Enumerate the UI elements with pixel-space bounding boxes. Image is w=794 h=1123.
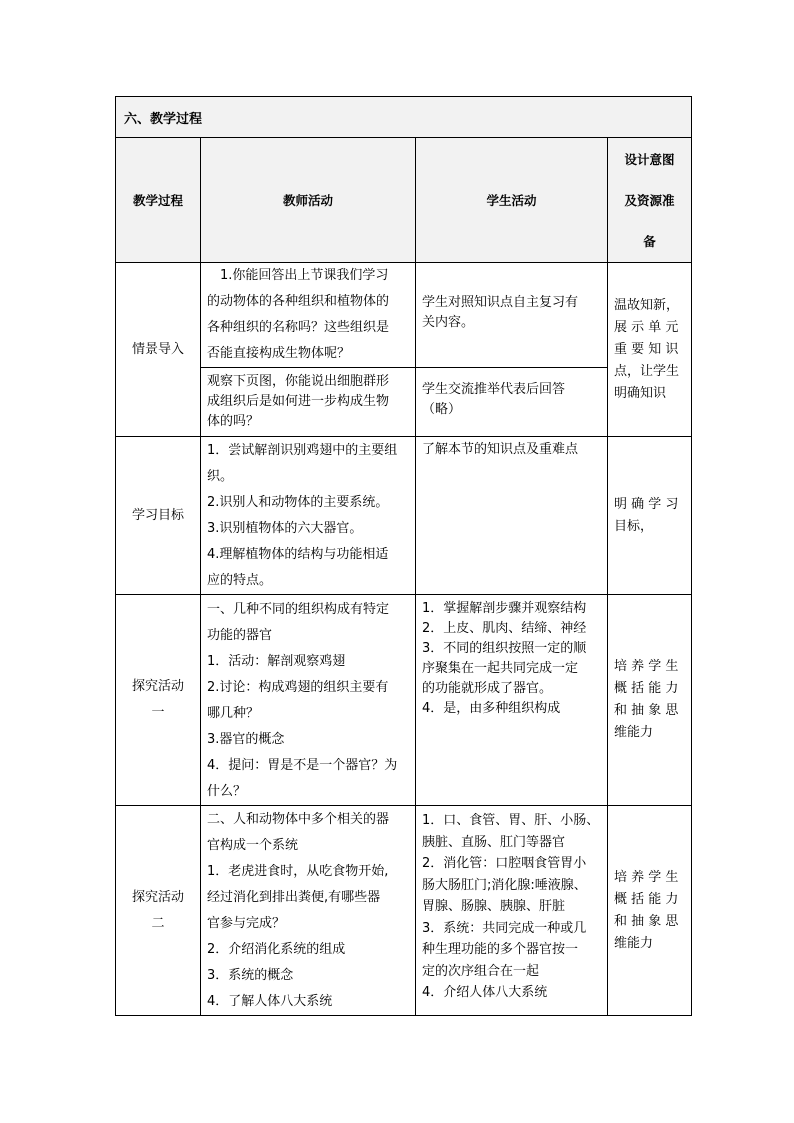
intro-row-a: [116, 263, 692, 368]
goals-student: 了解本节的知识点及重难点: [416, 437, 608, 595]
teaching-process-table: [115, 96, 692, 1016]
intro-teacher-b: 观察下页图，你能说出细胞群形 成组织后是如何进一步构成生物 体的吗？: [201, 368, 416, 437]
intro-student-b: 学生交流推举代表后回答 （略）: [416, 368, 608, 437]
goals-stage: 学习目标: [116, 437, 201, 595]
explore2-design: 培 养 学 生 概 括 能 力 和 抽 象 思 维能力: [608, 806, 692, 1016]
goals-design: 明 确 学 习 目标，: [608, 437, 692, 595]
explore2-teacher: 二、人和动物体中多个相关的器 官构成一个系统 1．老虎进食时，从吃食物开始, 经过消化到排出粪便,有哪些器 官参与完成？ 2．介绍消化系统的组成 3．系统的概念 4．了解人体八大系统: [201, 806, 416, 1016]
intro-design: 温故知新， 展 示 单 元 重 要 知 识 点，让学生 明确知识: [608, 263, 692, 437]
explore1-design: 培 养 学 生 概 括 能 力 和 抽 象 思 维能力: [608, 595, 692, 806]
explore2-row: [116, 806, 692, 1016]
explore2-student: 1．口、食管、胃、肝、小肠、 胰脏、直肠、肛门等器官 2．消化管：口腔咽食管胃小 肠大肠肛门;消化腺:唾液腺、 胃腺、肠腺、胰腺、肝脏 3．系统：共同完成一种或几 种生理功能的多个器官按一 定的次序组合在一起 4．介绍人体八大系统: [416, 806, 608, 1016]
header-design: 设计意图 及资源准 备: [608, 138, 692, 263]
explore1-stage: 探究活动 一: [116, 595, 201, 806]
explore1-student: 1．掌握解剖步骤并观察结构 2．上皮、肌肉、结缔、神经 3．不同的组织按照一定的顺 序聚集在一起共同完成一定 的功能就形成了器官。 4．是，由多种组织构成: [416, 595, 608, 806]
explore1-teacher: 一、几种不同的组织构成有特定 功能的器官 1．活动：解剖观察鸡翅 2.讨论：构成鸡翅的组织主要有 哪几种？ 3.器官的概念 4．提问：胃是不是一个器官？为 什么？: [201, 595, 416, 806]
header-row: [116, 138, 692, 263]
intro-row-b: [116, 368, 692, 437]
header-teacher: 教师活动: [201, 138, 416, 263]
intro-teacher-a: 1.你能回答出上节课我们学习 的动物体的各种组织和植物体的 各种组织的名称吗？这些组织是 否能直接构成生物体呢？: [201, 263, 416, 368]
explore1-row: [116, 595, 692, 806]
intro-stage: 情景导入: [116, 263, 201, 437]
header-student: 学生活动: [416, 138, 608, 263]
intro-student-a: 学生对照知识点自主复习有 关内容。: [416, 263, 608, 368]
goals-teacher: 1．尝试解剖识别鸡翅中的主要组 织。 2.识别人和动物体的主要系统。 3.识别植物体的六大器官。 4.理解植物体的结构与功能相适 应的特点。: [201, 437, 416, 595]
header-stage: 教学过程: [116, 138, 201, 263]
explore2-stage: 探究活动 二: [116, 806, 201, 1016]
goals-row: [116, 437, 692, 595]
section-title: 六、教学过程: [116, 97, 692, 138]
